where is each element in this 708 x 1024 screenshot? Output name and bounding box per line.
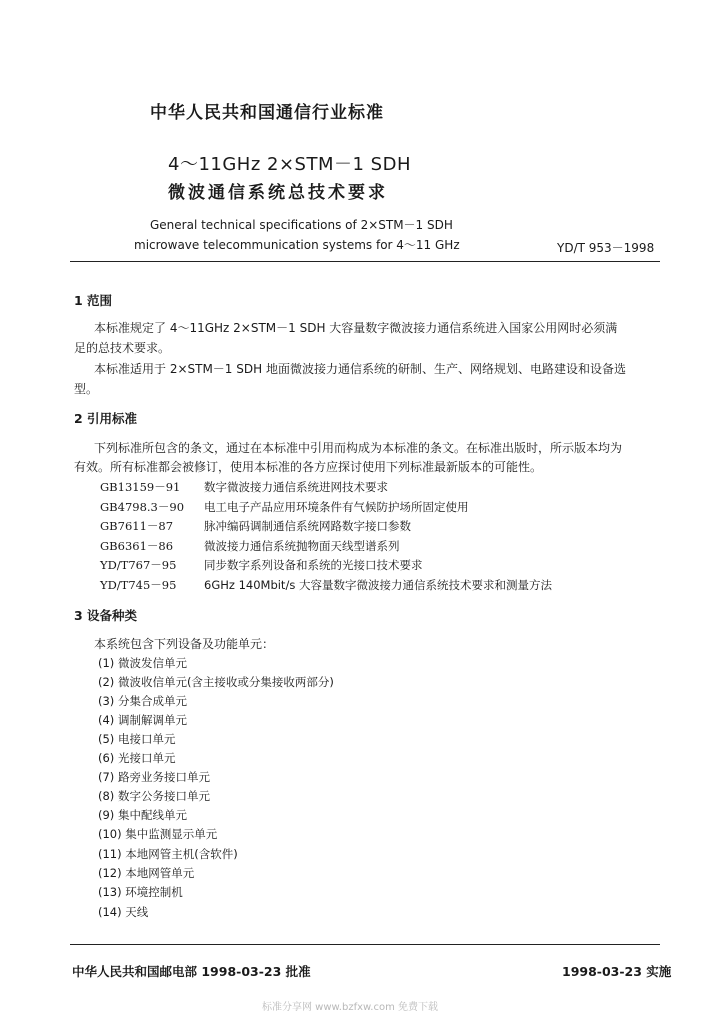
- english-title-line1: General technical specifications of 2×STM－1 SDH: [150, 218, 453, 232]
- section1-para1-line1: 本标准规定了 4～11GHz 2×STM－1 SDH 大容量数字微波接力通信系统进入国家公用网时必须满: [94, 321, 618, 335]
- equipment-item: (12) 本地网管单元: [98, 866, 195, 880]
- section2-heading: 2 引用标准: [74, 411, 138, 426]
- reference-code: GB13159－91: [100, 480, 181, 494]
- watermark-text: 标准分享网 www.bzfxw.com 免费下载: [262, 1002, 438, 1013]
- industry-standard-label: 中华人民共和国通信行业标准: [150, 103, 384, 123]
- reference-title: 6GHz 140Mbit/s 大容量数字微波接力通信系统技术要求和测量方法: [204, 578, 552, 592]
- section3-intro: 本系统包含下列设备及功能单元：: [94, 637, 275, 651]
- english-title-line2: microwave telecommunication systems for 4～11 GHz: [134, 238, 460, 252]
- equipment-item: (2) 微波收信单元(含主接收或分集接收两部分): [98, 675, 334, 689]
- approval-line: 中华人民共和国邮电部 1998-03-23 批准: [72, 964, 311, 979]
- equipment-item: (11) 本地网管主机(含软件): [98, 847, 238, 861]
- implementation-date: 1998-03-23 实施: [562, 964, 672, 979]
- equipment-item: (5) 电接口单元: [98, 732, 176, 746]
- document-title-line1: 4～11GHz 2×STM－1 SDH: [168, 154, 411, 175]
- reference-code: GB7611－87: [100, 519, 174, 533]
- equipment-item: (1) 微波发信单元: [98, 656, 187, 670]
- section2-para-line2: 有效。所有标准都会被修订，使用本标准的各方应探讨使用下列标准最新版本的可能性。: [74, 460, 543, 474]
- reference-title: 脉冲编码调制通信系统网路数字接口参数: [204, 519, 411, 533]
- reference-title: 同步数字系列设备和系统的光接口技术要求: [204, 558, 423, 572]
- equipment-item: (10) 集中监测显示单元: [98, 827, 218, 841]
- standard-number: YD/T 953－1998: [557, 241, 655, 255]
- equipment-item: (13) 环境控制机: [98, 885, 183, 899]
- reference-title: 微波接力通信系统抛物面天线型谱系列: [204, 539, 400, 553]
- header-divider: [70, 261, 660, 262]
- document-title-line2: 微波通信系统总技术要求: [168, 183, 388, 203]
- equipment-item: (3) 分集合成单元: [98, 694, 187, 708]
- section2-para-line1: 下列标准所包含的条文，通过在本标准中引用而构成为本标准的条文。在标准出版时，所示版本均为: [94, 441, 623, 455]
- section1-para2-line2: 型。: [74, 382, 99, 396]
- reference-code: GB4798.3－90: [100, 500, 185, 514]
- equipment-item: (7) 路旁业务接口单元: [98, 770, 210, 784]
- reference-title: 电工电子产品应用环境条件有气候防护场所固定使用: [204, 500, 469, 514]
- reference-code: GB6361－86: [100, 539, 174, 553]
- equipment-item: (4) 调制解调单元: [98, 713, 187, 727]
- reference-title: 数字微波接力通信系统进网技术要求: [204, 480, 388, 494]
- section1-para2-line1: 本标准适用于 2×STM－1 SDH 地面微波接力通信系统的研制、生产、网络规划、电路建设和设备选: [94, 362, 626, 376]
- section3-heading: 3 设备种类: [74, 608, 138, 623]
- reference-code: YD/T767－95: [100, 558, 177, 572]
- equipment-item: (9) 集中配线单元: [98, 808, 187, 822]
- equipment-item: (14) 天线: [98, 905, 149, 919]
- section1-para1-line2: 足的总技术要求。: [74, 341, 171, 355]
- equipment-item: (8) 数字公务接口单元: [98, 789, 210, 803]
- reference-code: YD/T745－95: [100, 578, 177, 592]
- footer-divider: [70, 944, 660, 945]
- equipment-item: (6) 光接口单元: [98, 751, 176, 765]
- section1-heading: 1 范围: [74, 293, 113, 308]
